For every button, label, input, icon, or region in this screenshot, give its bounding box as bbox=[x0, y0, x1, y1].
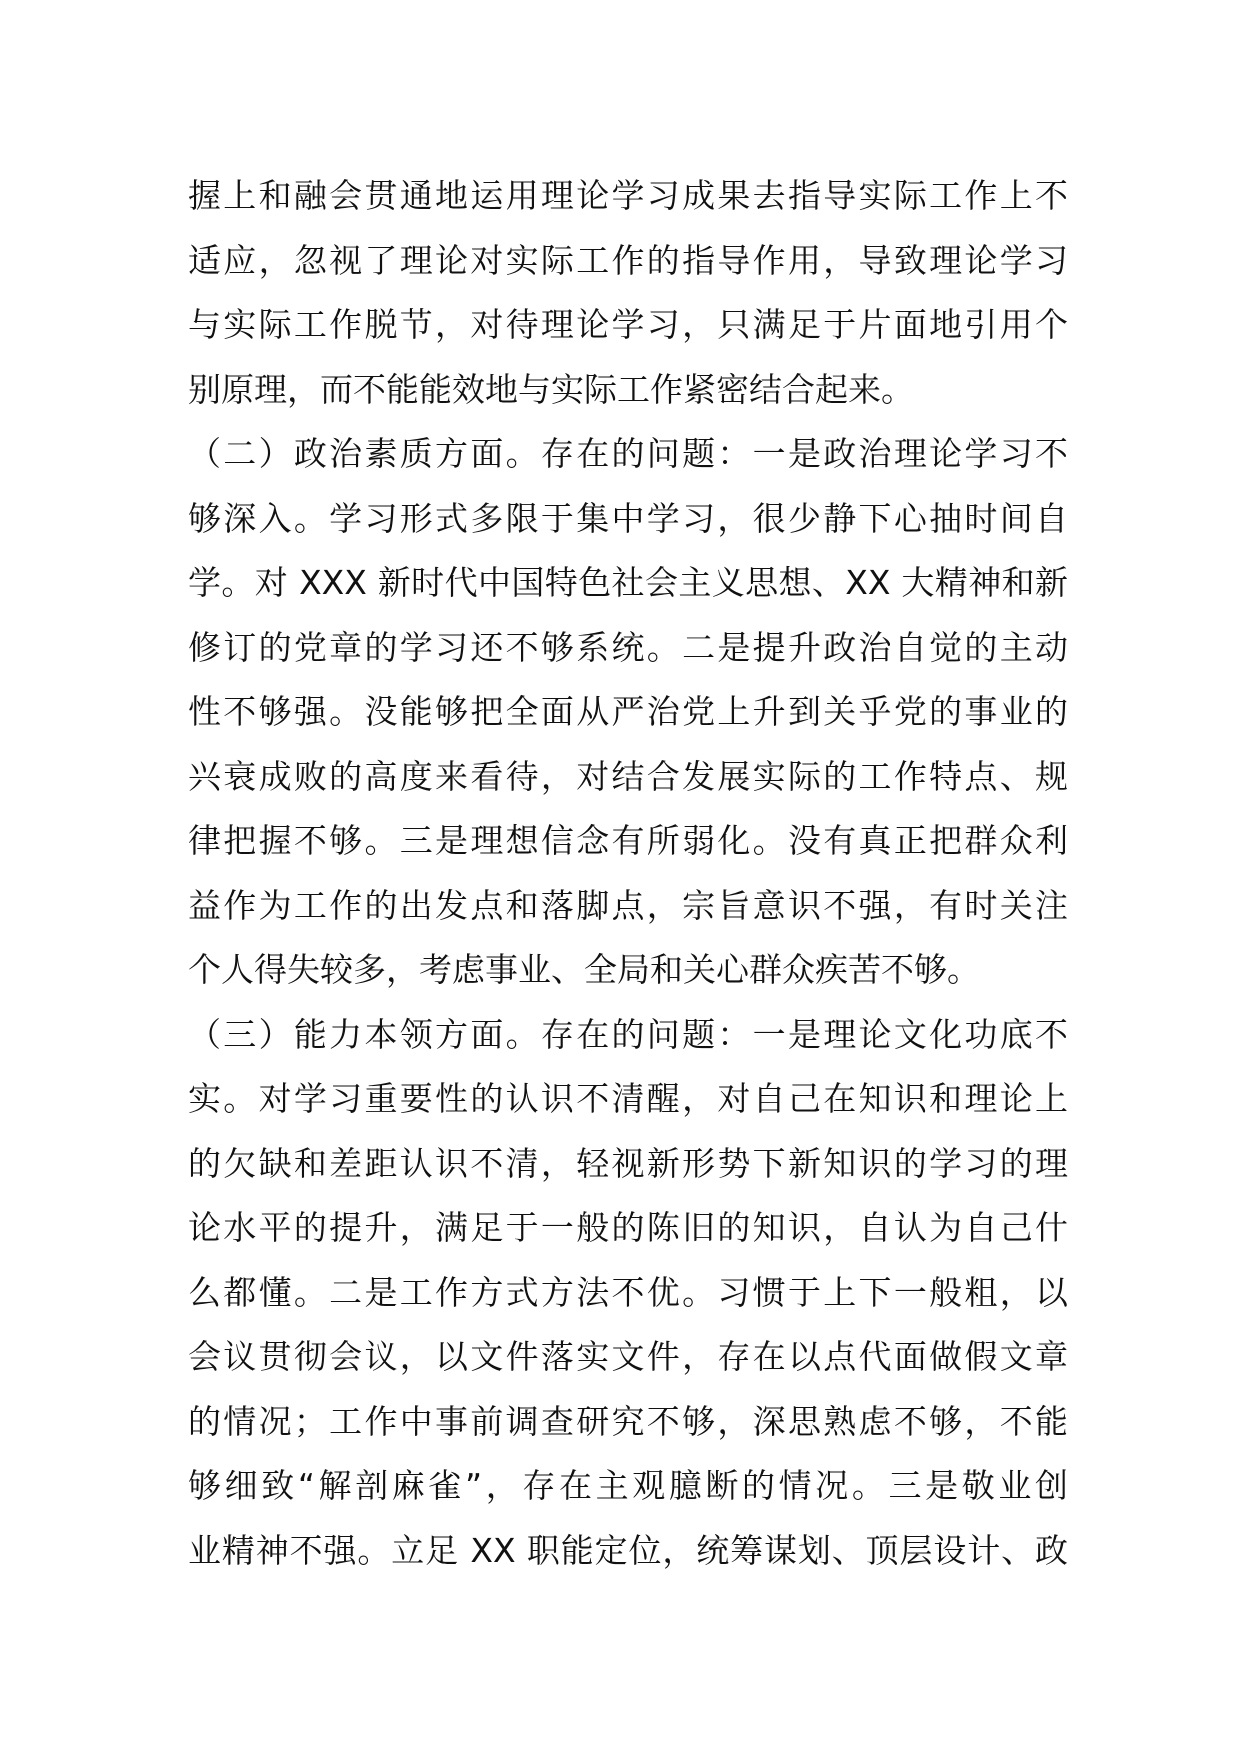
text-line-9: 性不够强。没能够把全面从严治党上升到关乎党的事业的 bbox=[188, 692, 1068, 731]
text-line-6: 够深入。学习形式多限于集中学习，很少静下心抽时间自 bbox=[188, 498, 1068, 538]
text-line-15: 实。对学习重要性的认识不清醒，对自己在知识和理论上 bbox=[188, 1079, 1068, 1118]
text-line-5: （二）政治素质方面。存在的问题：一是政治理论学习不 bbox=[188, 434, 1068, 473]
text-line-4: 别原理，而不能能效地与实际工作紧密结合起来。 bbox=[188, 369, 914, 409]
text-line-22: 业精神不强。立足 XX 职能定位，统筹谋划、顶层设计、政 bbox=[188, 1530, 1068, 1570]
text-line-21: 够细致“解剖麻雀”，存在主观臆断的情况。三是敬业创 bbox=[188, 1466, 1068, 1505]
text-line-20: 的情况；工作中事前调查研究不够，深思熟虑不够，不能 bbox=[188, 1401, 1068, 1441]
text-line-7: 学。对 XXX 新时代中国特色社会主义思想、XX 大精神和新 bbox=[188, 563, 1068, 602]
text-line-17: 论水平的提升，满足于一般的陈旧的知识，自认为自己什 bbox=[188, 1208, 1068, 1247]
document-body bbox=[188, 164, 1068, 1583]
text-line-18: 么都懂。二是工作方式方法不优。习惯于上下一般粗，以 bbox=[188, 1272, 1068, 1312]
text-line-16: 的欠缺和差距认识不清，轻视新形势下新知识的学习的理 bbox=[188, 1143, 1068, 1183]
text-line-2: 适应，忽视了理论对实际工作的指导作用，导致理论学习 bbox=[188, 240, 1068, 280]
text-line-3: 与实际工作脱节，对待理论学习，只满足于片面地引用个 bbox=[188, 305, 1068, 344]
text-line-11: 律把握不够。三是理想信念有所弱化。没有真正把群众利 bbox=[188, 821, 1068, 860]
text-line-8: 修订的党章的学习还不够系统。二是提升政治自觉的主动 bbox=[188, 627, 1068, 667]
text-line-19: 会议贯彻会议，以文件落实文件，存在以点代面做假文章 bbox=[188, 1337, 1068, 1376]
text-line-13: 个人得失较多，考虑事业、全局和关心群众疾苦不够。 bbox=[188, 950, 980, 989]
text-line-1: 握上和融会贯通地运用理论学习成果去指导实际工作上不 bbox=[188, 176, 1068, 215]
text-line-14: （三）能力本领方面。存在的问题：一是理论文化功底不 bbox=[188, 1014, 1068, 1054]
text-line-12: 益作为工作的出发点和落脚点，宗旨意识不强，有时关注 bbox=[188, 885, 1068, 925]
text-line-10: 兴衰成败的高度来看待，对结合发展实际的工作特点、规 bbox=[188, 756, 1068, 796]
